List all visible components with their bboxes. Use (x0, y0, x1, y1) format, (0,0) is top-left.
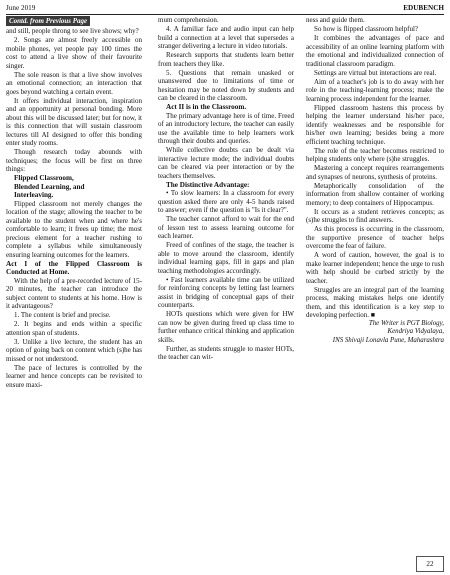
paragraph: • To slow learners: In a classroom for every question asked there are only 4-5 hands raised to answer; even if the question is "Is it clear?". (158, 189, 294, 215)
paragraph: The role of the teacher becomes restricted to helping students only where (s)he struggles. (306, 146, 444, 163)
list-item: Flipped Classroom, (14, 174, 74, 182)
paragraph: mum comprehension. (158, 16, 219, 24)
paragraph: Further, as students struggle to master HOTs, the teacher can wit- (158, 344, 294, 362)
paragraph: 4. A familiar face and audio input can help build a connection at a level that supersedes a stranger delivering a lecture in video tutorials. (158, 25, 294, 50)
continued-label: Contd. from Previous Page (6, 16, 90, 26)
paragraph: It offers individual interaction, inspiration and an opportunity at personal bonding. More about this will be discussed later; but for now, it is this connection that will sustain classroom lectures till AI designed to offer this bonding enter study rooms. (6, 96, 142, 147)
paragraph: As this process is occurring in the classroom, the supportive presence of teacher helps overcome the fear of failure. (306, 225, 444, 250)
paragraph: Metaphorically consolidation of the information from shallow container of working memory; to deep containers of Hippocampus. (306, 181, 444, 207)
article-column-1 (6, 16, 142, 390)
signature-line: The Writer is PGT Biology, (368, 320, 444, 327)
paragraph: Freed of confines of the stage, the teacher is able to move around the classroom, identify individual learning gaps, fill in gaps and plan teaching methodologies accordingly. (158, 241, 294, 275)
paragraph: Mastering a concept requires rearrangements and synapses of neurons, synthesis of proteins. (306, 164, 444, 181)
paragraph: It occurs as a student retrieves concepts; as (s)he struggles to find answers. (306, 207, 444, 224)
paragraph: So how is flipped classroom helpful? (314, 25, 419, 33)
paragraph: HOTs questions which were given for HW can now be given during freed up class time to further enhance critical thinking and application skills. (158, 310, 294, 344)
paragraph: ness and guide them. (306, 16, 365, 24)
list-item: Interleaving. (14, 191, 54, 200)
paragraph: 5. Questions that remain unasked or unanswered due to limitations of time or hesitation may be noted down by students and can be cleared in the classroom. (158, 68, 294, 102)
section-heading: Act II is in the Classroom. (166, 103, 247, 111)
header-journal-name: EDUBENCH (403, 4, 444, 12)
paragraph: Flipped classroom hastens this process by helping the learner understand his/her pace, identify weaknesses and be responsible for his/her own learning; besides being a more efficient teaching technique. (306, 103, 444, 146)
section-heading: Act I of the Flipped Classroom is Conducted at Home. (6, 259, 142, 277)
running-header (6, 2, 444, 14)
paragraph: The teacher cannot afford to wait for the end of lesson test to assess learning outcome for each learner. (158, 215, 294, 241)
paragraph: • Fast learners available time can be utilized for reinforcing concepts by letting fast learners assist in bridging of conceptual gaps of their counterparts. (158, 275, 294, 310)
paragraph: The primary advantage here is of time. Freed of an introductory lecture, the teacher can easily use the available time to help learners work through their doubts and queries. (158, 111, 294, 146)
paragraph: and still, people throng to see live shows; why? (6, 27, 139, 35)
paragraph: A word of caution, however, the goal is to make learner independent; hence the urge to rush with help should be curbed strictly by the teacher. (306, 251, 444, 285)
page-number: 22 (416, 556, 444, 572)
paragraph: 2. It begins and ends within a specific attention span of students. (6, 320, 142, 337)
header-date: June 2019 (6, 4, 36, 12)
paragraph: Flipped classroom not merely changes the location of the stage; allowing the teacher to be available to the student when and where he's comfortable to learn; it frees up time; the most precious element for a teacher rushing to complete a syllabus while simultaneously ensuring learning outcomes for the learners. (6, 199, 142, 259)
paragraph: Aim of a teacher's job is to do away with her role in the teaching-learning process; make the learning process independent for the learner. (306, 77, 444, 103)
paragraph: Though research today abounds with techniques; the focus will be first on three things: (6, 148, 142, 173)
header-rule (6, 14, 444, 15)
paragraph: It combines the advantages of pace and accessibility of an online learning platform with the emotional and individualized connection of traditional classroom paradigm. (306, 34, 444, 68)
paragraph: 1. The content is brief and precise. (14, 311, 111, 320)
list-item: Blended Learning, and (14, 182, 85, 191)
author-signature (306, 320, 444, 345)
signature-line: INS Shivaji Lonavla Pune, Maharashtra (332, 336, 444, 344)
paragraph: With the help of a pre-recorded lecture of 15-20 minutes, the teacher can introduce the subject content to students at his home. How is it advantageous? (6, 276, 142, 311)
paragraph: 3. Unlike a live lecture, the student has an option of going back on content which (s)he has missed or not understood. (6, 337, 142, 363)
article-column-2 (158, 16, 294, 362)
paragraph: Research supports that students learn better from teachers they like. (158, 51, 294, 68)
article-column-3 (306, 16, 444, 345)
paragraph: Struggles are an integral part of the learning process, making mistakes helps one identify them, and this identification is a key step to developing perfection. ■ (306, 285, 444, 319)
section-heading: The Distinctive Advantage: (166, 180, 250, 189)
signature-line: Kendriya Vidyalaya, (387, 328, 444, 336)
paragraph: Settings are virtual but interactions are real. (314, 68, 437, 77)
paragraph: The sole reason is that a live show involves an emotional connection; an interaction that goes beyond watching a certain event. (6, 70, 142, 96)
paragraph: The pace of lectures is controlled by the learner and hence concepts can be revisited to ensure maxi- (6, 363, 142, 389)
paragraph: 2. Songs are almost freely accessible on mobile phones, yet people pay 100 times the cost to attend a live show of their favourite singer. (6, 36, 142, 70)
paragraph: While collective doubts can be dealt via interactive lecture mode; the individual doubts can be cleared via peer interaction or by the teachers themselves. (158, 146, 294, 180)
